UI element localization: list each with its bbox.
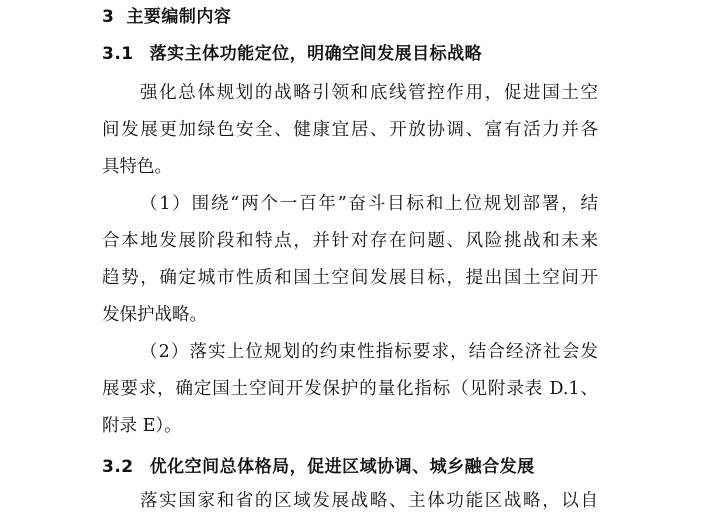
chapter-heading [102, 6, 231, 28]
paragraph-line: 强化总体规划的战略引领和底线管控作用，促进国土空 [140, 83, 598, 103]
section-heading-3-2 [102, 456, 535, 478]
paragraph-line: 间发展更加绿色安全、健康宜居、开放协调、富有活力并各 [102, 120, 598, 140]
paragraph-line: （1）围绕“两个一百年”奋斗目标和上位规划部署，结 [140, 194, 598, 214]
paragraph-line: （2）落实上位规划的约束性指标要求，结合经济社会发 [140, 342, 598, 362]
paragraph-line: 发保护战略。 [102, 305, 207, 325]
chapter-title: 主要编制内容 [126, 7, 232, 27]
paragraph-line: 合本地发展阶段和特点，并针对存在问题、风险挑战和未来 [102, 231, 598, 251]
section-title: 落实主体功能定位，明确空间发展目标战略 [149, 44, 483, 64]
section-number: 3.2 [102, 457, 134, 477]
paragraph-line: 附录 E）。 [102, 416, 182, 436]
paragraph-line: 落实国家和省的区域发展战略、主体功能区战略，以自 [140, 491, 598, 511]
chapter-number: 3 [102, 7, 115, 27]
paragraph-line: 趋势，确定城市性质和国土空间发展目标，提出国土空间开 [102, 268, 598, 288]
section-number: 3.1 [102, 44, 134, 64]
paragraph-line: 展要求，确定国土空间开发保护的量化指标（见附录表 D.1、 [102, 379, 598, 399]
paragraph-line: 具特色。 [102, 157, 172, 177]
section-heading-3-1 [102, 43, 482, 65]
section-title: 优化空间总体格局，促进区域协调、城乡融合发展 [149, 457, 535, 477]
